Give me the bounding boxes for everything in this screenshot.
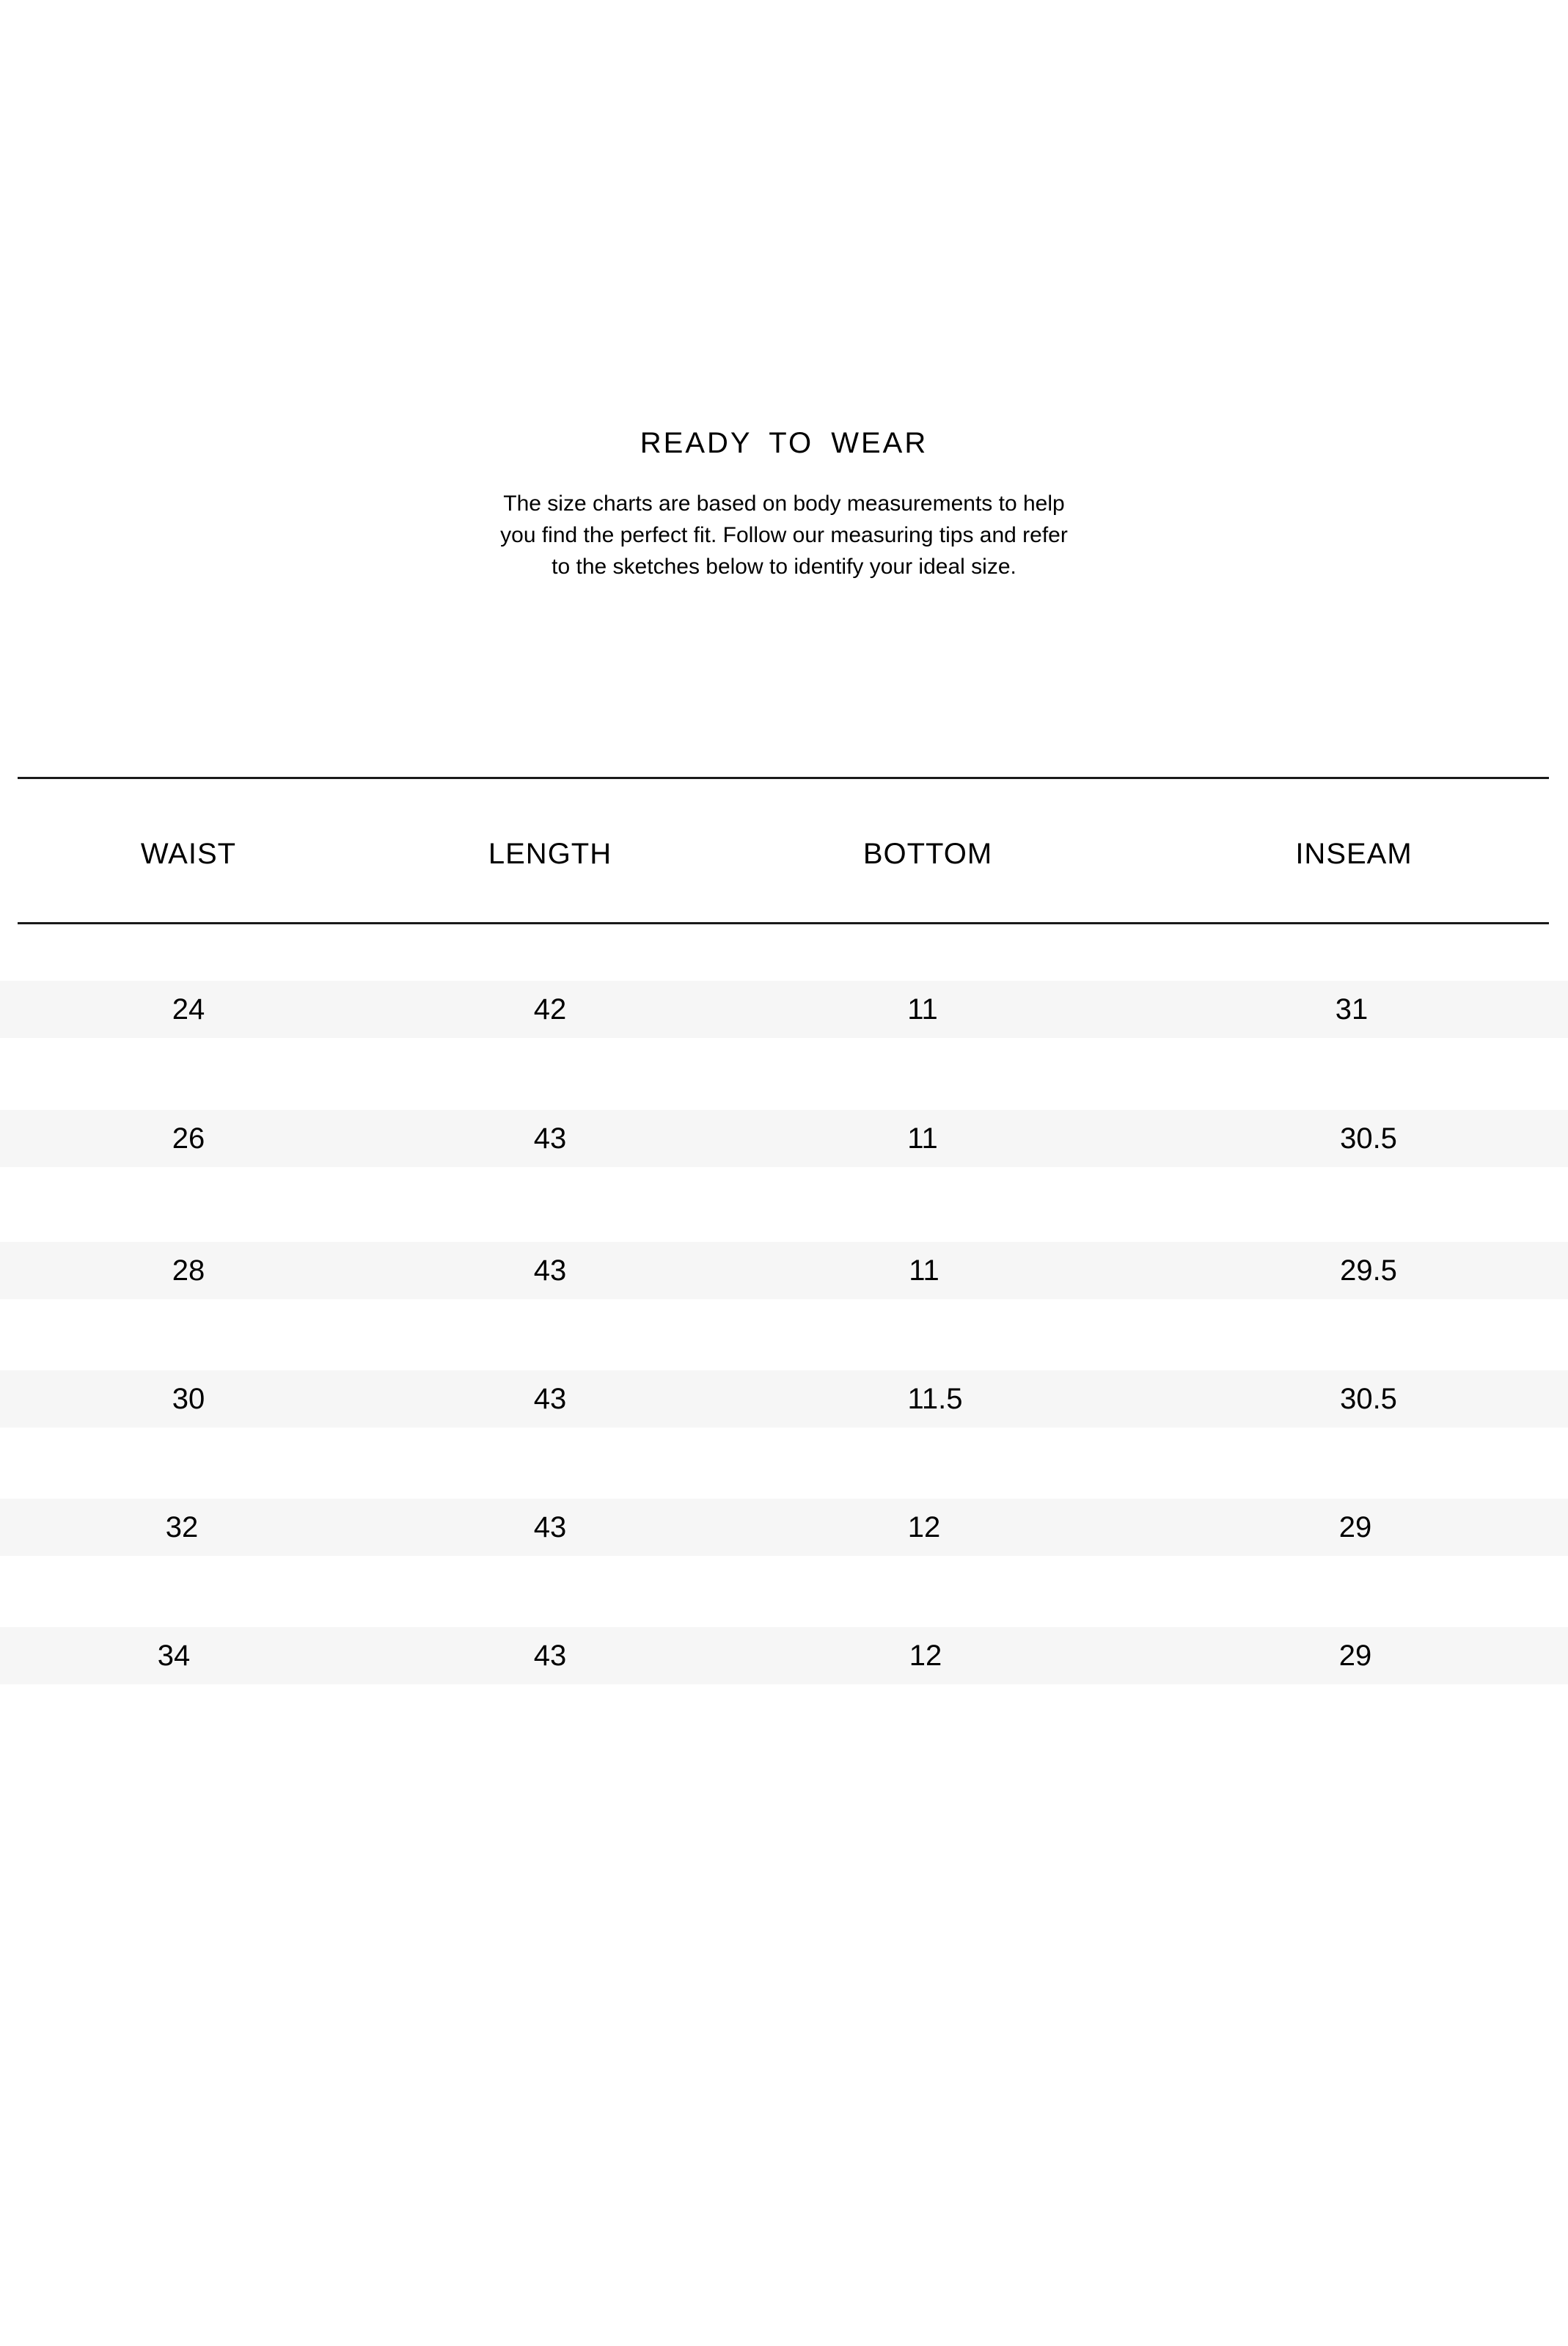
cell-inseam: 29 xyxy=(1338,1640,1372,1672)
cell-waist: 34 xyxy=(157,1640,191,1672)
cell-inseam: 30.5 xyxy=(1340,1122,1397,1155)
table-row xyxy=(0,1499,1568,1556)
table-header-divider xyxy=(18,922,1549,924)
cell-waist: 28 xyxy=(172,1254,205,1287)
cell-length: 43 xyxy=(533,1383,567,1415)
cell-length: 42 xyxy=(533,993,567,1026)
cell-bottom: 11 xyxy=(909,1254,939,1287)
cell-waist: 30 xyxy=(172,1383,205,1415)
cell-bottom: 11 xyxy=(907,993,938,1026)
cell-inseam: 29.5 xyxy=(1340,1254,1397,1287)
table-row xyxy=(0,1110,1568,1167)
cell-waist: 32 xyxy=(165,1511,199,1543)
table-row xyxy=(0,1370,1568,1428)
cell-length: 43 xyxy=(533,1640,567,1672)
cell-bottom: 12 xyxy=(909,1640,942,1672)
cell-length: 43 xyxy=(533,1254,567,1287)
cell-length: 43 xyxy=(533,1511,567,1543)
table-top-divider xyxy=(18,777,1549,779)
intro-text xyxy=(491,488,1077,582)
cell-waist: 26 xyxy=(172,1122,205,1155)
cell-bottom: 11 xyxy=(907,1122,938,1155)
column-header-inseam: INSEAM xyxy=(1295,838,1413,870)
cell-waist: 24 xyxy=(172,993,205,1026)
column-header-waist: WAIST xyxy=(140,838,237,870)
column-header-length: LENGTH xyxy=(488,838,612,870)
table-row xyxy=(0,1627,1568,1684)
cell-inseam: 30.5 xyxy=(1340,1383,1397,1415)
intro-line: to the sketches below to identify your ideal size. xyxy=(552,555,1016,579)
intro-line: The size charts are based on body measurements to help xyxy=(503,492,1065,516)
cell-bottom: 11.5 xyxy=(907,1383,963,1415)
cell-bottom: 12 xyxy=(907,1511,941,1543)
cell-length: 43 xyxy=(533,1122,567,1155)
cell-inseam: 29 xyxy=(1338,1511,1372,1543)
column-header-bottom: BOTTOM xyxy=(862,838,993,870)
table-row xyxy=(0,981,1568,1038)
intro-line: you find the perfect fit. Follow our measuring tips and refer xyxy=(500,523,1068,547)
table-row xyxy=(0,1242,1568,1299)
page-title: READY TO WEAR xyxy=(640,427,928,459)
cell-inseam: 31 xyxy=(1335,993,1369,1026)
